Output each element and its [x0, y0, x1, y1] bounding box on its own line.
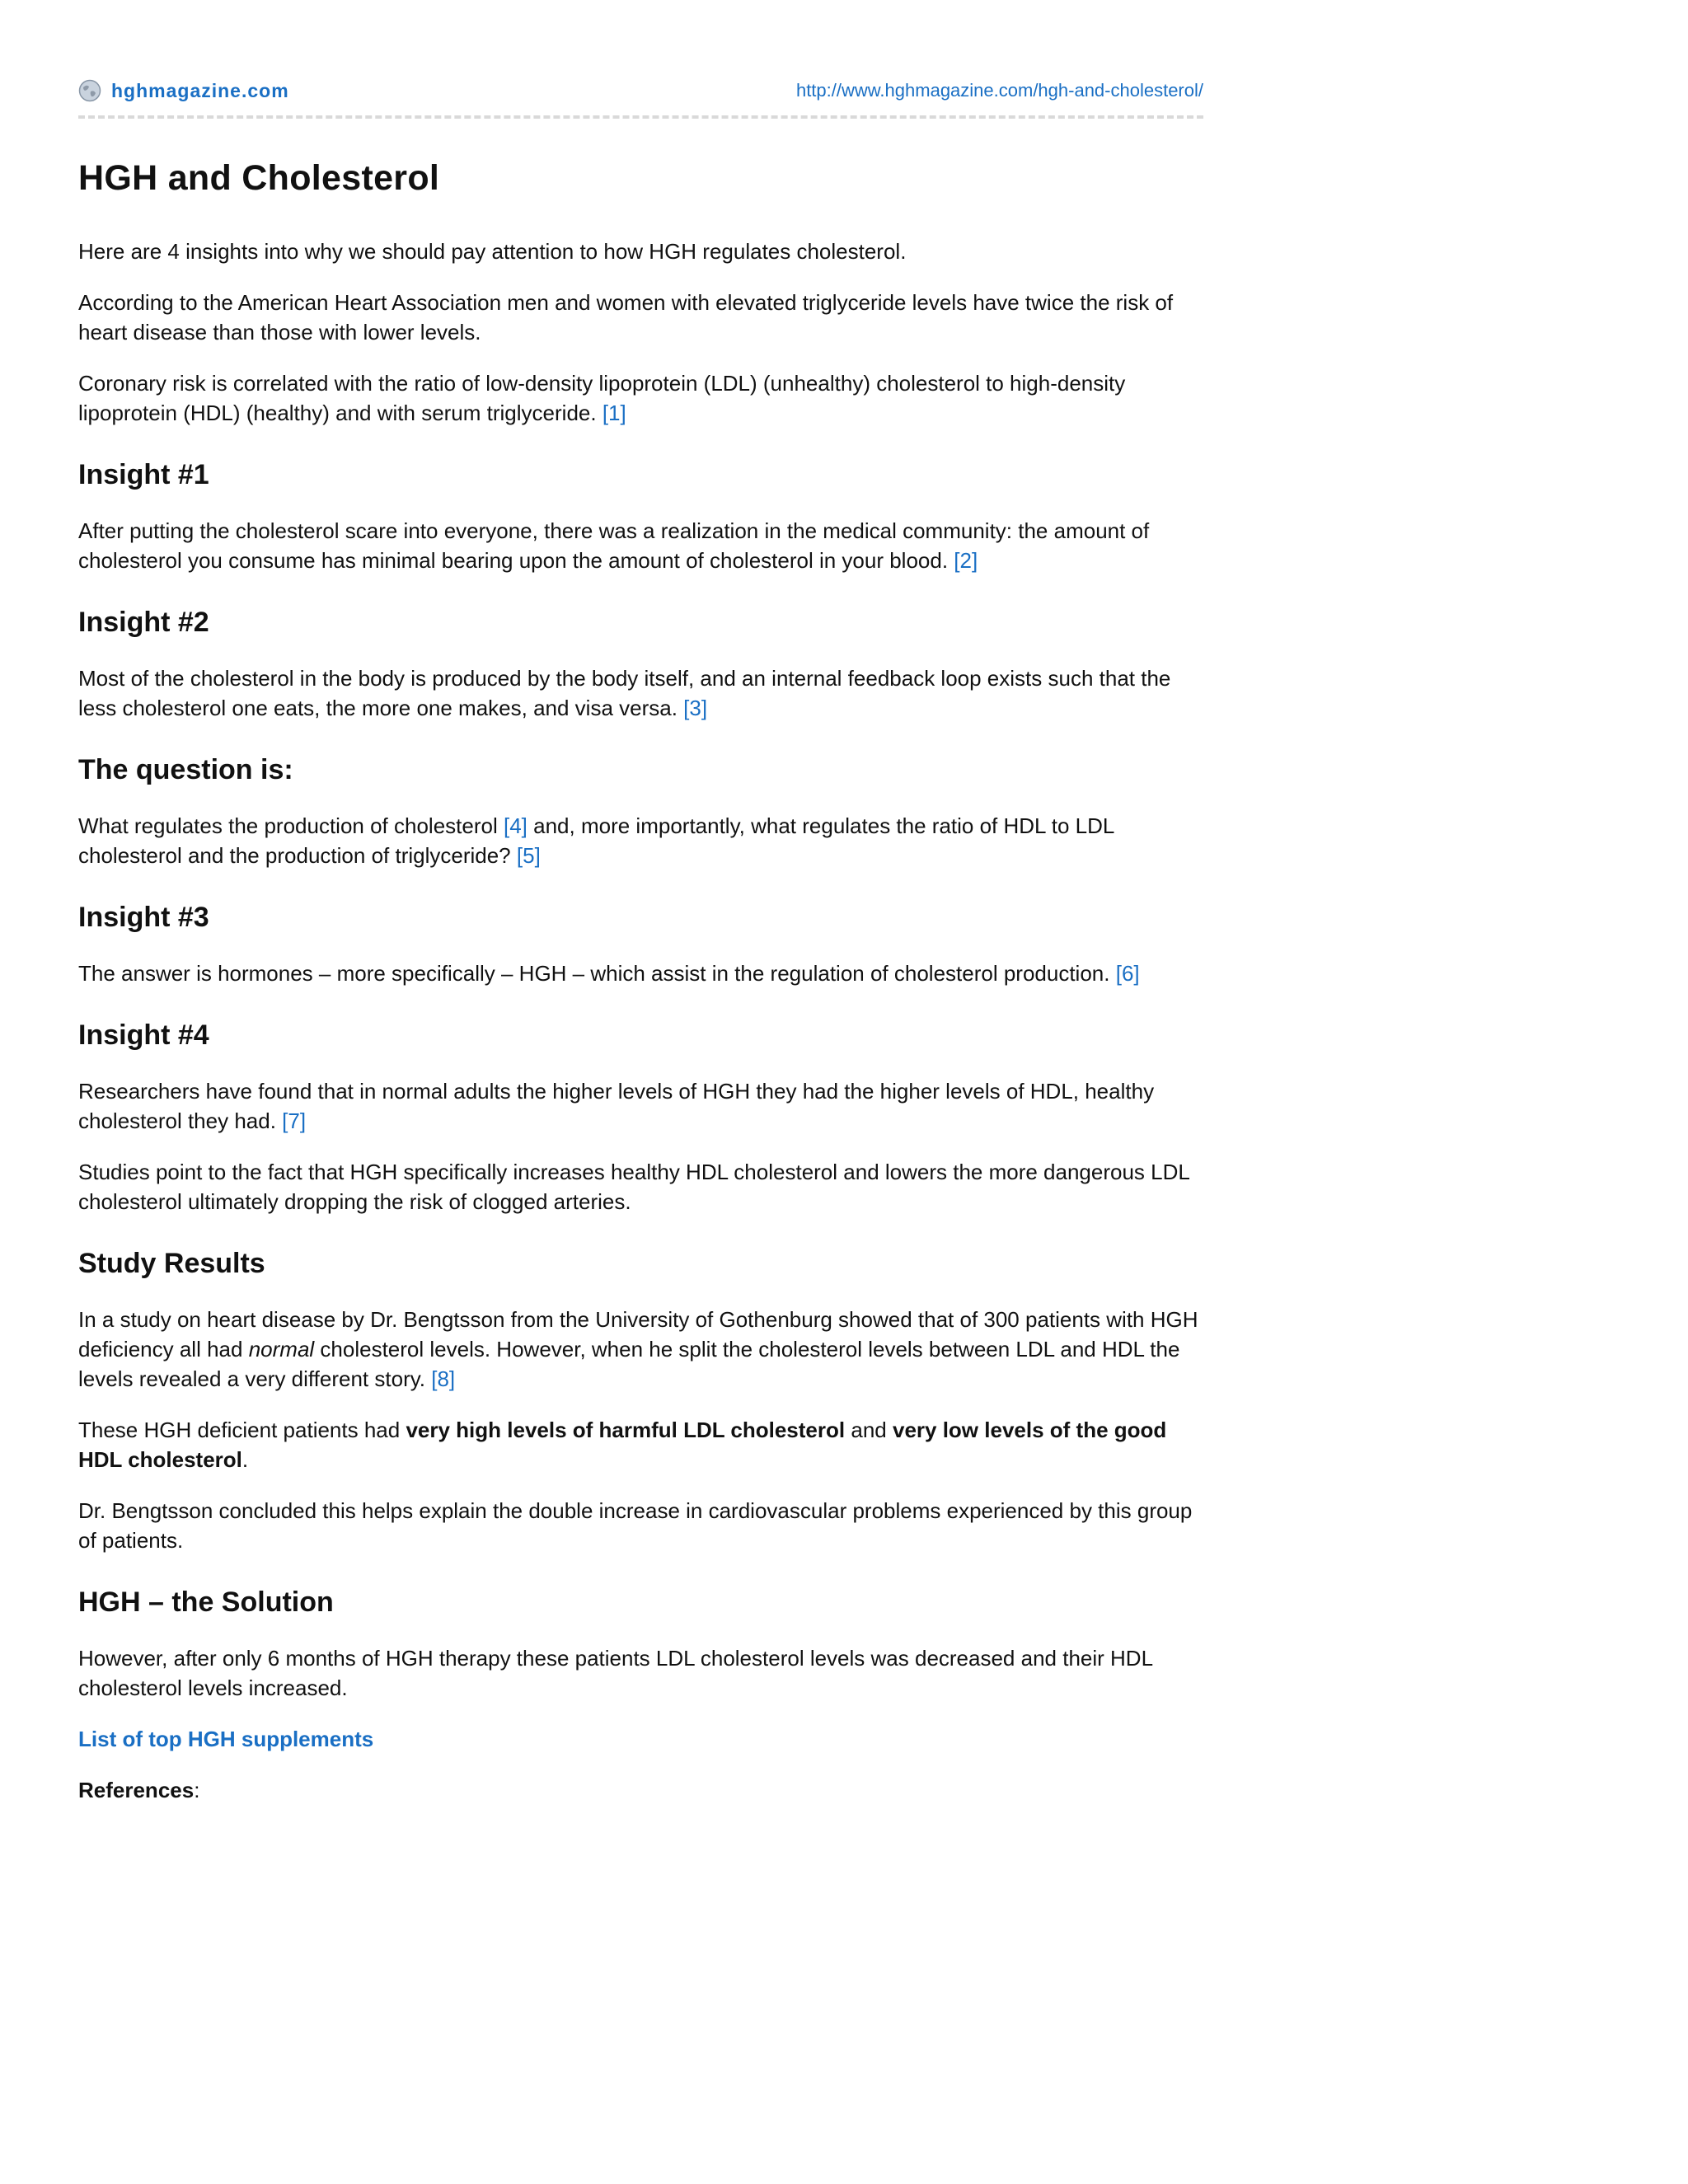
question-text-a: What regulates the production of cholesterol [78, 813, 498, 838]
study-text-a: In a study on heart disease by Dr. Bengtsson from the University of Gothenburg showed that of 300 patients with HGH deficiency all had [78, 1307, 1198, 1361]
reference-link-6[interactable]: [6] [1115, 961, 1140, 986]
site-branding[interactable] [78, 79, 289, 102]
references-colon: : [194, 1778, 200, 1802]
solution-text: However, after only 6 months of HGH therapy these patients LDL cholesterol levels was decreased and their HDL cholesterol levels increased. [78, 1646, 1153, 1700]
question-heading: The question is: [78, 754, 293, 785]
study2-bold-2: very low levels of the good HDL cholesterol [78, 1418, 1167, 1472]
references-paragraph [78, 1775, 1203, 1805]
insight-3-text: The answer is hormones – more specifically – HGH – which assist in the regulation of cholesterol production. [78, 961, 1110, 986]
reference-link-2[interactable]: [2] [954, 548, 978, 573]
insight-4-text-2: Studies point to the fact that HGH specifically increases healthy HDL cholesterol and lowers the more dangerous LDL cholesterol ultimately dropping the risk of clogged arteries. [78, 1160, 1189, 1214]
reference-link-5[interactable]: [5] [516, 843, 541, 868]
question-text-b: and, more importantly, what regulates the ratio of HDL to LDL cholesterol and the production of triglyceride? [78, 813, 1114, 868]
reference-link-4[interactable]: [4] [503, 813, 528, 838]
references-label: References [78, 1778, 195, 1802]
study-results-heading: Study Results [78, 1248, 265, 1279]
reference-link-8[interactable]: [8] [431, 1366, 456, 1391]
study-text-emphasis: normal [248, 1337, 315, 1361]
study-paragraph-2 [78, 1415, 1203, 1474]
globe-icon [78, 79, 101, 102]
solution-heading: HGH – the Solution [78, 1586, 334, 1618]
solution-paragraph [78, 1643, 1203, 1703]
insight-2-text: Most of the cholesterol in the body is produced by the body itself, and an internal feedback loop exists such that the less cholesterol one eats, the more one makes, and visa versa. [78, 666, 1171, 720]
page-url[interactable]: http://www.hghmagazine.com/hgh-and-cholesterol/ [795, 80, 1203, 101]
page [78, 74, 1203, 1826]
reference-link-7[interactable]: [7] [282, 1108, 307, 1133]
supplements-paragraph [78, 1724, 1203, 1754]
intro-paragraph-3 [78, 368, 1203, 428]
intro-text-1: Here are 4 insights into why we should pay attention to how HGH regulates cholesterol. [78, 239, 907, 264]
insight-3-paragraph [78, 958, 1203, 988]
insight-4-text: Researchers have found that in normal adults the higher levels of HGH they had the higher levels of HDL, healthy cholesterol they had. [78, 1079, 1155, 1133]
study-text-b: cholesterol levels. However, when he split the cholesterol levels between LDL and HDL the levels revealed a very different story. [78, 1337, 1180, 1391]
insight-4-paragraph-2 [78, 1157, 1203, 1216]
article-title: HGH and Cholesterol [78, 158, 440, 198]
insight-4-paragraph [78, 1076, 1203, 1136]
study-paragraph-3 [78, 1496, 1203, 1555]
site-name[interactable]: hghmagazine.com [111, 79, 289, 101]
study3-text: Dr. Bengtsson concluded this helps explain the double increase in cardiovascular problems experienced by this group of patients. [78, 1498, 1193, 1553]
study2-bold-1: very high levels of harmful LDL cholesterol [406, 1418, 846, 1442]
question-paragraph [78, 811, 1203, 870]
page-header [78, 74, 1203, 119]
insight-1-paragraph [78, 516, 1203, 575]
study2-end: . [241, 1447, 249, 1472]
insight-2-paragraph [78, 663, 1203, 723]
supplements-link[interactable]: List of top HGH supplements [78, 1727, 374, 1751]
study2-and: and [851, 1418, 887, 1442]
insight-3-heading: Insight #3 [78, 902, 209, 933]
intro-text-3: Coronary risk is correlated with the ratio of low-density lipoprotein (LDL) (unhealthy) cholesterol to high-density lipoprotein (HDL) (healthy) and with serum triglyceride. [78, 371, 1126, 425]
insight-1-heading: Insight #1 [78, 459, 209, 490]
study-paragraph-1 [78, 1305, 1203, 1394]
study2-text-a: These HGH deficient patients had [78, 1418, 401, 1442]
insight-4-heading: Insight #4 [78, 1019, 209, 1051]
reference-link-3[interactable]: [3] [683, 696, 708, 720]
intro-paragraph-1 [78, 237, 1203, 266]
intro-text-2: According to the American Heart Association men and women with elevated triglyceride levels have twice the risk of heart disease than those with lower levels. [78, 290, 1174, 344]
intro-paragraph-2 [78, 288, 1203, 347]
insight-2-heading: Insight #2 [78, 607, 209, 638]
insight-1-text: After putting the cholesterol scare into everyone, there was a realization in the medical community: the amount of cholesterol you consume has minimal bearing upon the amount of cholesterol in your blood. [78, 518, 1150, 573]
reference-link-1[interactable]: [1] [602, 401, 626, 425]
